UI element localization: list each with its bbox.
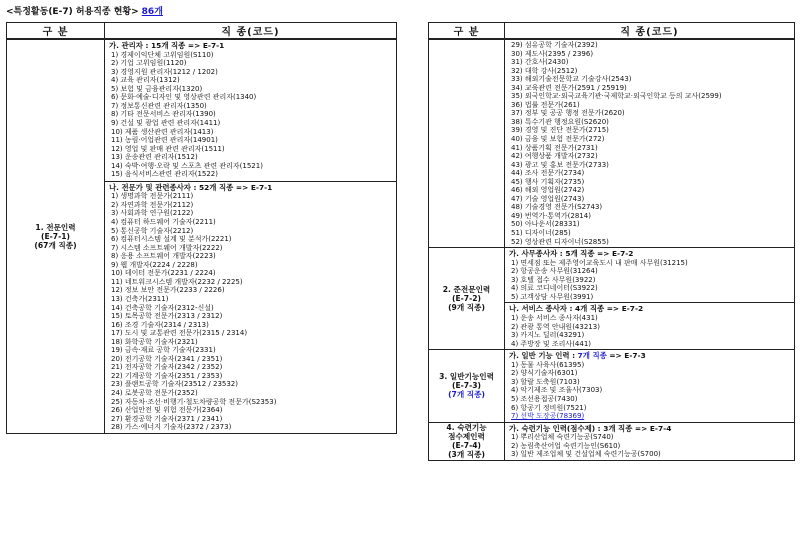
job-item: 13) 운송관련 관리자(1512) [111, 153, 198, 162]
job-item: 12) 정보 보안 전문가(2233 / 2226) [111, 286, 225, 295]
job-item: 2) 농림축산어업 숙련기능인(S610) [511, 441, 621, 450]
job-item: 3) 카지노 딜러(43291) [511, 331, 585, 340]
job-item: 25) 자동차·조선·비행기·철도차량공학 전문가(S2353) [111, 397, 277, 406]
job-item: 1) 동물 사육사(61395) [511, 360, 585, 369]
header-category: 구 분 [7, 23, 105, 40]
group-row-semi [429, 248, 795, 350]
category-line: (E-7-2) [452, 294, 481, 304]
job-item: 1) 운송 서비스 종사자(431) [511, 314, 598, 323]
job-item: 7) 시스템 소프트웨어 개발자(2222) [111, 243, 223, 252]
job-item: 9) 건설 및 광업 관련 관리자(1411) [111, 118, 221, 127]
category-line: (9개 직종) [448, 303, 485, 313]
subcategory-heading [509, 351, 791, 361]
subcategory-heading: 가. 숙련기능 인력(점수제) : 3개 직종 => E-7-4 [509, 423, 672, 433]
job-item: 3) 사회과학 연구원(2122) [111, 209, 194, 218]
category-line: (E-7-1) [41, 231, 70, 241]
page-title [6, 4, 163, 17]
experts-section [105, 182, 396, 433]
occupation-table-left [6, 22, 397, 434]
job-item: 5) 조선용접공(7430) [511, 395, 578, 404]
subcategory-heading: 나. 서비스 종사자 : 4개 직종 => E-7-2 [509, 304, 644, 314]
job-list [509, 314, 791, 348]
job-item: 3) 경영지원 관리자(1212 / 1202) [111, 67, 218, 76]
category-line: (7개 직종) [448, 390, 485, 400]
job-item: 6) 문화·예술·디자인 및 영상관련 관리자(1340) [111, 93, 257, 102]
job-item: 4) 의료 코디네이터(S3922) [511, 284, 598, 293]
header-category: 구 분 [429, 23, 505, 40]
subcategory-heading: 가. 사무종사자 : 5개 직종 => E-7-2 [509, 249, 634, 259]
group-row-general [429, 350, 795, 422]
job-item: 5) 고객상담 사무원(3991) [511, 292, 594, 301]
category-line: (E-7-3) [452, 381, 481, 391]
service-section [505, 303, 794, 349]
group-row-professional [7, 39, 397, 433]
job-item: 2) 항공운송 사무원(31264) [511, 267, 598, 276]
subcategory-heading: 가. 관리자 : 15개 직종 => E-7-1 [109, 41, 225, 50]
skilled-jobs [505, 422, 795, 460]
office-section [505, 248, 794, 303]
job-item: 22) 기계공학 기술자(2351 / 2353) [111, 371, 223, 380]
job-list [109, 192, 393, 431]
job-item: 28) 가스·에너지 기술자(2372 / 2373) [111, 423, 232, 432]
job-item: 1) 생명과학 전문가(2111) [111, 192, 194, 201]
job-item: 6) 컴퓨터시스템 설계 및 분석가(2221) [111, 235, 232, 244]
job-item: 1) 뿌리산업체 숙련기능공(S740) [511, 433, 614, 442]
job-item: 34) 교육관련 전문가(2591 / 25919) [511, 83, 627, 92]
job-item: 35) 외국인학교·외국교육기관·국제학교·외국인학교 등의 교사(2599) [511, 92, 722, 101]
job-item: 23) 플랜트공학 기술자(23512 / 23532) [111, 380, 238, 389]
job-list [509, 433, 791, 459]
group-row-professional-cont [429, 39, 795, 248]
job-item: 8) 기타 전문서비스 관리자(1390) [111, 110, 216, 119]
job-list [509, 259, 791, 302]
job-item: 50) 아나운서(28331) [511, 220, 580, 229]
category-professional-cont [429, 39, 505, 248]
header-jobs: 직 종(코드) [105, 23, 397, 40]
job-item: 18) 화학공학 기술자(2321) [111, 337, 198, 346]
job-item: 48) 기술경영 전문가(S2743) [511, 203, 603, 212]
job-item: 32) 대학 강사(2512) [511, 66, 578, 75]
subcategory-heading: 나. 전문가 및 관련종사자 : 52개 직종 => E-7-1 [109, 182, 273, 192]
category-line: 4. 숙련기능 [446, 423, 487, 433]
group-row-skilled [429, 422, 795, 460]
job-item: 14) 숙박·여행·오락 및 스포츠 관련 관리자(1521) [111, 161, 263, 170]
job-item: 4) 주방장 및 조리사(441) [511, 339, 592, 348]
category-line: 1. 전문인력 [35, 222, 76, 232]
job-item: 12) 영업 및 판매 관련 관리자(1511) [111, 144, 225, 153]
job-item: 45) 행사 기획자(2735) [511, 177, 585, 186]
job-item: 19) 금속·재료 공학 기술자(2331) [111, 346, 216, 355]
job-item: 37) 정부 및 공공 행정 전문가(2620) [511, 109, 625, 118]
job-item: 4) 교육 관리자(1312) [111, 76, 180, 85]
count-link[interactable]: 86개 [141, 7, 163, 17]
job-item: 40) 금융 및 보험 전문가(272) [511, 135, 605, 144]
header-row [7, 23, 397, 40]
professional-jobs [105, 39, 397, 433]
job-item: 41) 상품기획 전문가(2731) [511, 143, 598, 152]
heading-tail: => E-7-3 [606, 351, 646, 361]
managers-section [105, 40, 396, 182]
professional-jobs-cont [505, 39, 795, 248]
category-line: (3개 직종) [448, 450, 485, 460]
job-item: 6) 항공기 정비원(7521) [511, 403, 587, 412]
job-item: 2) 자연과학 전문가(2112) [111, 200, 194, 209]
category-line: 2. 준전문인력 [442, 285, 491, 295]
heading-count: 7개 직종 [577, 351, 607, 361]
job-list [509, 361, 791, 412]
job-item: 1) 경제이익단체 고위임원(S110) [111, 50, 214, 59]
job-item: 9) 웹 개발자(2224 / 2228) [111, 260, 198, 269]
job-item: 24) 로봇공학 전문가(2352) [111, 388, 198, 397]
job-item: 46) 해외 영업원(2742) [511, 186, 585, 195]
job-item: 44) 조사 전문가(2734) [511, 169, 585, 178]
job-item: 2) 기업 고위임원(1120) [111, 59, 187, 68]
job-item: 43) 광고 및 홍보 전문가(2733) [511, 160, 609, 169]
job-item: 11) 네트워크시스템 개발자(2232 / 2225) [111, 277, 243, 286]
category-line: 3. 일반기능인력 [439, 372, 494, 382]
job-item: 15) 토목공학 전문가(2313 / 2312) [111, 312, 223, 321]
job-item: 36) 법률 전문가(261) [511, 100, 580, 109]
job-item: 3) 호텔 접수 사무원(3922) [511, 275, 596, 284]
job-item: 13) 건축가(2311) [111, 294, 169, 303]
category-line: (67개 직종) [34, 240, 77, 250]
heading-text: 가. 일반 기능 인력 : [509, 351, 578, 361]
job-item: 14) 건축공학 기술자(2312-신설) [111, 303, 214, 312]
job-item: 7) 선박 도장공(78369) [511, 412, 585, 421]
occupation-table-right [428, 22, 795, 461]
category-line: (E-7-4) [452, 441, 481, 451]
job-item: 3) 할랄 도축원(7103) [511, 377, 580, 386]
job-item: 5) 통신공학 기술자(2212) [111, 226, 194, 235]
job-item: 4) 컴퓨터 하드웨어 기술자(2211) [111, 218, 216, 227]
job-list [509, 412, 791, 421]
job-item: 42) 여행상품 개발자(2732) [511, 152, 598, 161]
job-item: 7) 정보통신관련 관리자(1350) [111, 101, 207, 110]
job-item: 2) 관광 통역 안내원(43213) [511, 322, 600, 331]
job-item: 52) 영상관련 디자이너(S2855) [511, 237, 609, 246]
category-line: 점수제인력 [448, 432, 485, 442]
header-row [429, 23, 795, 40]
job-item: 10) 데이터 전문가(2231 / 2224) [111, 269, 216, 278]
job-item: 10) 제품 생산관련 관리자(1413) [111, 127, 214, 136]
job-item: 38) 특수기관 행정요원(S2620) [511, 117, 609, 126]
job-item: 16) 조경 기술자(2314 / 2313) [111, 320, 209, 329]
job-item: 30) 제도사(2395 / 2396) [511, 49, 594, 58]
job-item: 47) 기술 영업원(2743) [511, 194, 585, 203]
job-item: 39) 경영 및 진단 전문가(2715) [511, 126, 609, 135]
job-item: 20) 전기공학 기술자(2341 / 2351) [111, 354, 223, 363]
job-item: 3) 일반 제조업체 및 건설업체 숙련기능공(S700) [511, 450, 661, 459]
job-item: 27) 환경공학 기술자(2371 / 2341) [111, 414, 223, 423]
job-item: 1) 면세점 또는 제주영어교육도시 내 판매 사무원(31215) [511, 258, 688, 267]
job-item: 5) 보험 및 금융관리자(1320) [111, 84, 203, 93]
job-item: 11) 농림·어업관련 관리자(14901) [111, 136, 218, 145]
job-list [509, 41, 791, 246]
title-text: <특정활동(E-7) 허용직종 현황> [6, 7, 139, 17]
category-professional [7, 39, 105, 433]
category-skilled [429, 422, 505, 460]
job-item: 31) 간호사(2430) [511, 58, 569, 67]
job-item: 51) 디자이너(285) [511, 229, 571, 238]
semi-jobs [505, 248, 795, 350]
general-jobs [505, 350, 795, 422]
job-item: 29) 섬유공학 기술자(2392) [511, 41, 598, 49]
job-item: 15) 음식서비스관련 관리자(1522) [111, 170, 218, 179]
header-jobs: 직 종(코드) [505, 23, 795, 40]
job-item: 49) 번역가·통역가(2814) [511, 211, 591, 220]
category-semi [429, 248, 505, 350]
job-item: 17) 도시 및 교통관련 전문가(2315 / 2314) [111, 329, 248, 338]
job-item: 33) 해외기술전문학교 기술강사(2543) [511, 75, 632, 84]
job-item: 2) 양식기술자(6301) [511, 369, 578, 378]
job-item: 4) 악기제조 및 조율사(7303) [511, 386, 603, 395]
job-list [109, 51, 393, 179]
category-general [429, 350, 505, 422]
job-item: 26) 산업안전 및 위험 전문가(2364) [111, 406, 223, 415]
job-item: 21) 전자공학 기술자(2342 / 2352) [111, 363, 223, 372]
job-item: 8) 응용 소프트웨어 개발자(2223) [111, 252, 216, 261]
